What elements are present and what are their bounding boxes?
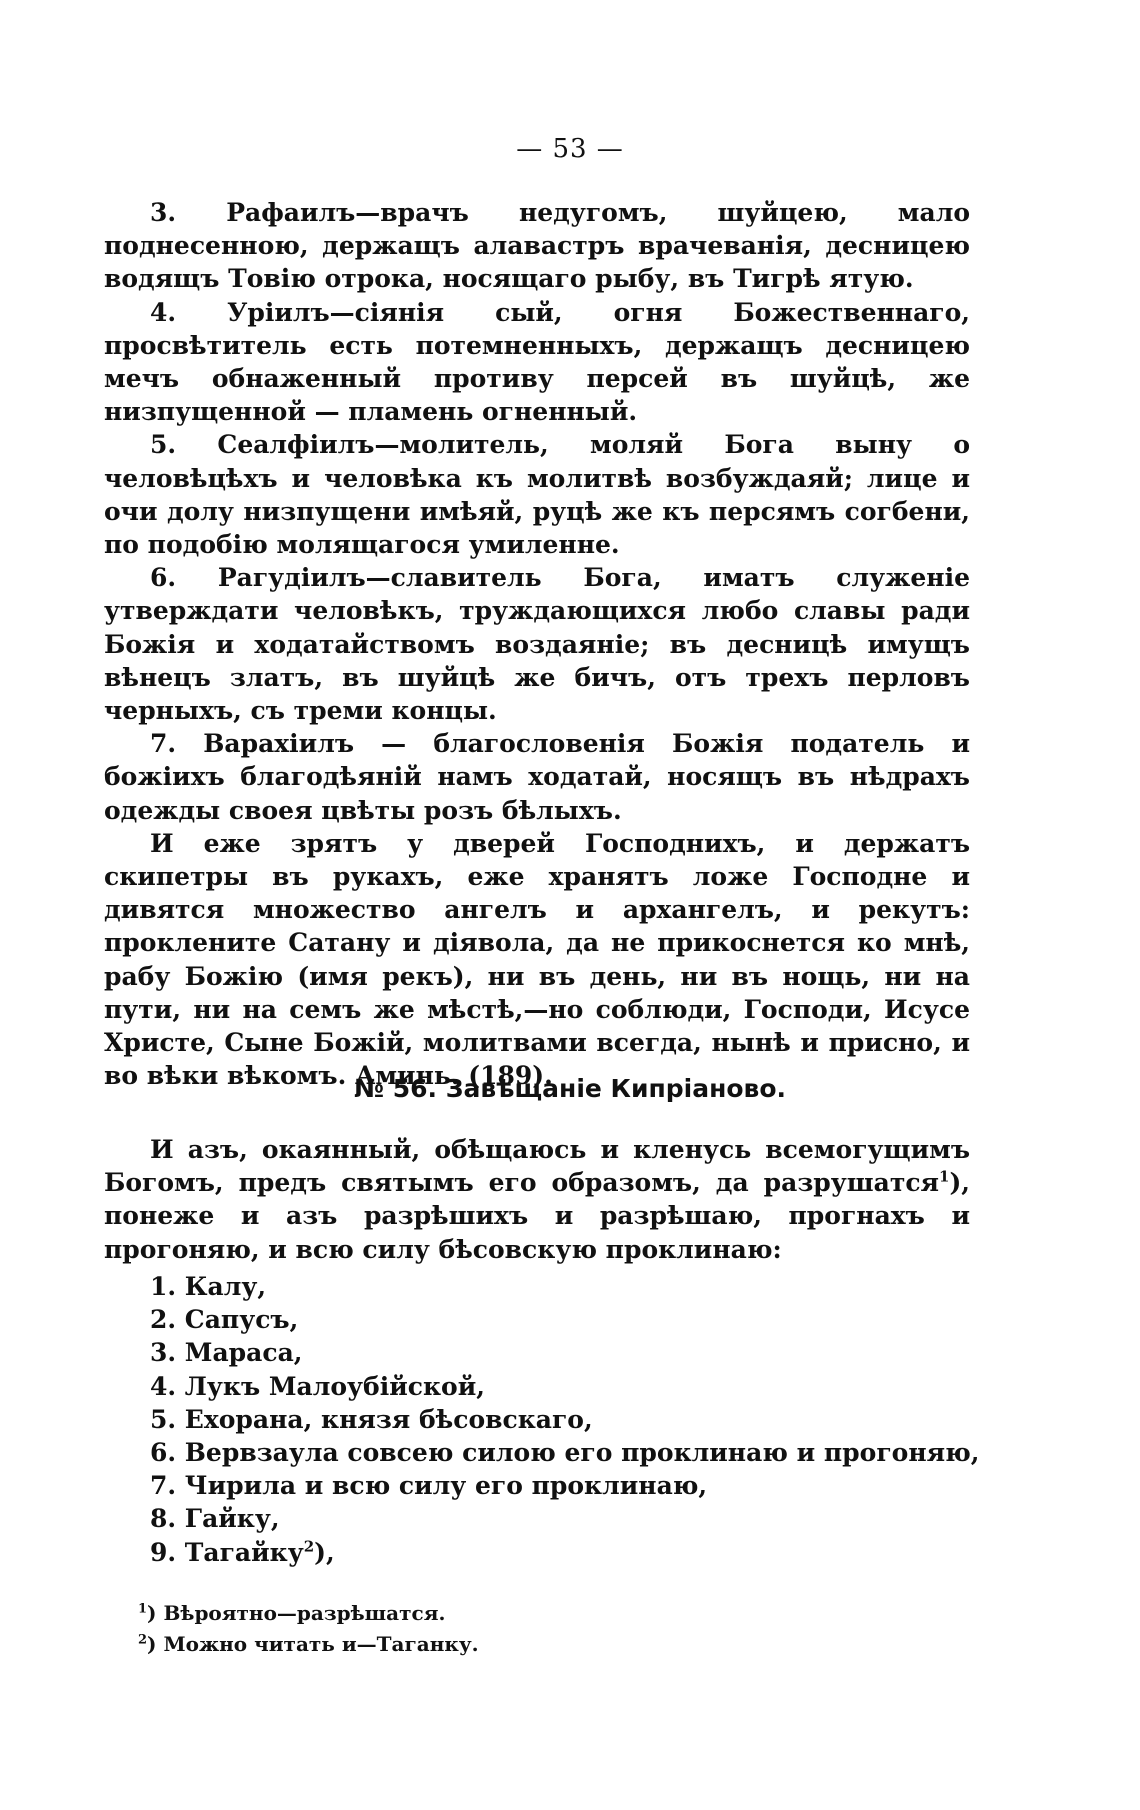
footnote-reference-1: 1 xyxy=(939,1167,950,1186)
page-number: — 53 — xyxy=(516,134,624,164)
footnote-reference-2: 2 xyxy=(303,1537,315,1556)
list-item: 6. Вервзаула совсею силою его проклинаю и прогоняю, xyxy=(150,1438,980,1468)
intro-text-after-note: ), понеже и азъ разрѣшихъ и разрѣшаю, прогнахъ и прогоняю, и всю силу бѣсовскую проклинаю: xyxy=(104,1168,970,1264)
list-item: 1. Калу, xyxy=(150,1272,267,1301)
list-item: 2. Сапусъ, xyxy=(150,1305,299,1335)
paragraph-selaphiel: 5. Сеалфiилъ—молитель, моляй Бога выну о человѣцѣхъ и человѣка къ молитвѣ возбуждаяй; лице и очи долу низпущени имѣяй, руцѣ же къ персямъ согбени, по подобiю молящагося умиленне. xyxy=(104,430,970,560)
list-item-last-after: ), xyxy=(314,1537,335,1567)
paragraph-raphael: 3. Рафаилъ—врачъ недугомъ, шуйцею, мало поднесенною, держащъ алавастръ врачеванія, десницею водящъ Товію отрока, носящаго рыбу, въ Тигрѣ ятую. xyxy=(104,198,970,294)
list-item: 7. Чирила и всю силу его проклинаю, xyxy=(150,1471,708,1501)
intro-paragraph xyxy=(104,1133,970,1266)
footnotes xyxy=(138,1598,479,1660)
footnote-1-text: ) Вѣроятно—разрѣшатся. xyxy=(147,1601,446,1625)
list-item: 5. Ехорана, князя бѣсовскаго, xyxy=(150,1404,593,1434)
paragraph-jegudiel: 6. Рагудiилъ—славитель Бога, иматъ служенiе утверждати человѣкъ, труждающихся любо славы ради Божiя и ходатайствомъ воздаянiе; въ десницѣ имущъ вѣнецъ златъ, въ шуйцѣ же бичъ, отъ трехъ перловъ черныхъ, съ треми концы. xyxy=(104,563,970,726)
body-text xyxy=(104,196,970,1092)
list-item: 3. Мараса, xyxy=(150,1338,303,1368)
list-item: 4. Лукъ Малоубiйской, xyxy=(150,1371,485,1401)
section-heading: № 56. Завѣщанiе Кипрiаново. xyxy=(353,1074,787,1103)
paragraph-barachiel: 7. Варахiилъ — благословенiя Божiя податель и божiихъ благодѣянiй намъ ходатай, носящъ въ нѣдрахъ одежды своея цвѣты розъ бѣлыхъ. xyxy=(104,729,970,825)
section-intro xyxy=(104,1133,970,1266)
footnote-1-mark: 1 xyxy=(138,1601,148,1617)
footnote-1 xyxy=(138,1598,479,1629)
intro-text-before-note: И азъ, окаянный, обѣщаюсь и кленусь всемогущимъ Богомъ, предъ святымъ его образомъ, да разрушатся xyxy=(104,1135,970,1198)
list-item-last xyxy=(150,1536,970,1569)
footnote-2 xyxy=(138,1629,479,1660)
footnote-2-mark: 2 xyxy=(138,1632,148,1648)
demon-list xyxy=(150,1270,980,1569)
list-item-last-text: 9. Тагайку xyxy=(150,1537,304,1567)
paragraph-uriel: 4. Урiилъ—сiянiя сый, огня Божественнаго, просвѣтитель есть потемненныхъ, держащъ десницею мечъ обнаженный противу персей въ шуйцѣ, же низпущенной — пламень огненный. xyxy=(104,297,970,427)
footnote-2-text: ) Можно читать и—Таганку. xyxy=(147,1632,479,1656)
list-item: 8. Гайку, xyxy=(150,1504,280,1534)
paragraph-closing-prayer: И еже зрятъ у дверей Господнихъ, и держатъ скипетры въ рукахъ, еже хранятъ ложе Господне и дивятся множество ангелъ и архангелъ, и рекутъ: проклените Сатану и дiявола, да не прикоснется ко мнѣ, рабу Божiю (имя рекъ), ни въ день, ни въ нощь, ни на пути, ни на семъ же мѣстѣ,—но соблюди, Господи, Исусе Христе, Сыне Божiй, молитвами всегда, нынѣ и присно, и во вѣки вѣкомъ. Аминь. (189). xyxy=(104,828,970,1091)
